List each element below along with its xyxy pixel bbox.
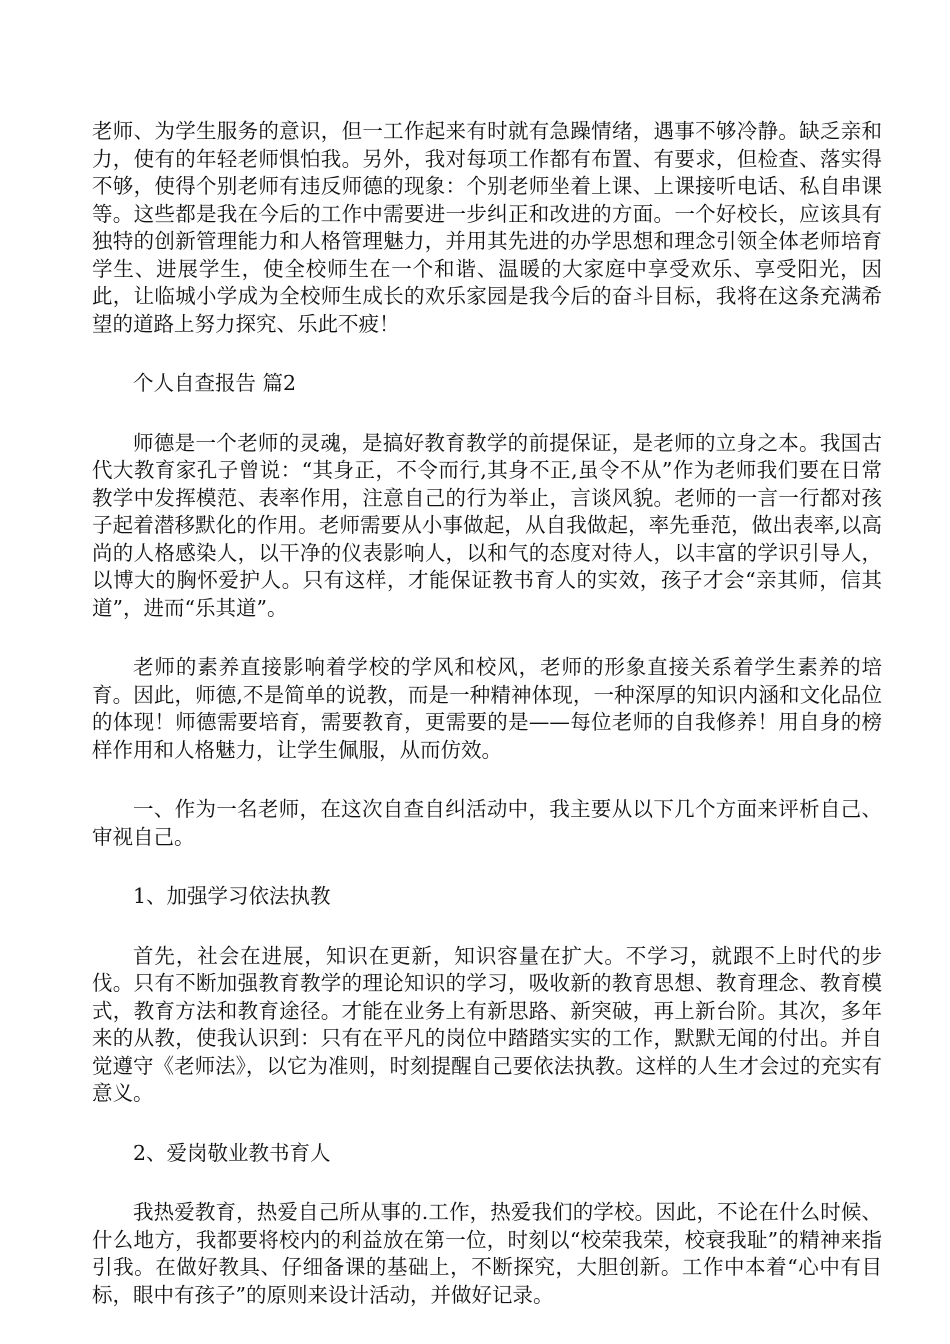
subheading-love-job: 2、爱岗敬业教书育人 — [133, 1140, 331, 1165]
subheading-study-law: 1、加强学习依法执教 — [133, 884, 331, 908]
paragraph-love-job: 我热爱教育，热爱自己所从事的.工作，热爱我们的学校。因此，不论在什么时候、什么地方，我都要将校内的利益放在第一位，时刻以“校荣我荣，校衰我耻”的精神来指引我。在做好教具、仔细备课的基础上，不断探究，大胆创新。工作中本着“心中有目标，眼中有孩子”的原则来设计活动，并做好记录。 — [92, 1200, 882, 1307]
paragraph-study-law: 首先，社会在进展，知识在更新，知识容量在扩大。不学习，就跟不上时代的步伐。只有不断加强教育教学的理论知识的学习，吸收新的教育思想、教育理念、教育模式，教育方法和教育途径。才能在业务上有新思路、新突破，再上新台阶。其次，多年来的从教，使我认识到：只有在平凡的岗位中踏踏实实的工作，默默无闻的付出。并自觉遵守《老师法》，以它为准则，时刻提醒自己要依法执教。这样的人生才会过的充实有意义。 — [92, 943, 882, 1105]
paragraph-self-review: 一、作为一名老师，在这次自查自纠活动中，我主要从以下几个方面来评析自己、审视自己。 — [92, 797, 882, 849]
section-title: 个人自查报告 篇2 — [133, 371, 297, 395]
paragraph-teacher-quality: 老师的素养直接影响着学校的学风和校风，老师的形象直接关系着学生素养的培育。因此，师德,不是简单的说教，而是一种精神体现，一种深厚的知识内涵和文化品位的体现！师德需要培育，需要教育，更需要的是——每位老师的自我修养！用自身的榜样作用和人格魅力，让学生佩服，从而仿效。 — [92, 655, 882, 762]
intro-paragraph: 老师、为学生服务的意识，但一工作起来有时就有急躁情绪，遇事不够冷静。缺乏亲和力，使有的年轻老师惧怕我。另外，我对每项工作都有布置、有要求，但检查、落实得不够，使得个别老师有违反师德的现象：个别老师坐着上课、上课接听电话、私自串课等。这些都是我在今后的工作中需要进一步纠正和改进的方面。一个好校长，应该具有独特的创新管理能力和人格管理魅力，并用其先进的办学思想和理念引领全体老师培育学生、进展学生，使全校师生在一个和谐、温暖的大家庭中享受欢乐、享受阳光，因此，让临城小学成为全校师生成长的欢乐家园是我今后的奋斗目标，我将在这条充满希望的道路上努力探究、乐此不疲！ — [92, 119, 882, 336]
document-page — [92, 118, 882, 1341]
paragraph-teacher-ethics: 师德是一个老师的灵魂，是搞好教育教学的前提保证，是老师的立身之本。我国古代大教育家孔子曾说：“其身正，不令而行,其身不正,虽令不从”作为老师我们要在日常教学中发挥模范、表率作用，注意自己的行为举止，言谈风貌。老师的一言一行都对孩子起着潜移默化的作用。老师需要从小事做起，从自我做起，率先垂范，做出表率,以高尚的人格感染人，以干净的仪表影响人，以和气的态度对待人，以丰富的学识引导人，以博大的胸怀爱护人。只有这样，才能保证教书育人的实效，孩子才会“亲其师，信其道”，进而“乐其道”。 — [92, 430, 882, 620]
